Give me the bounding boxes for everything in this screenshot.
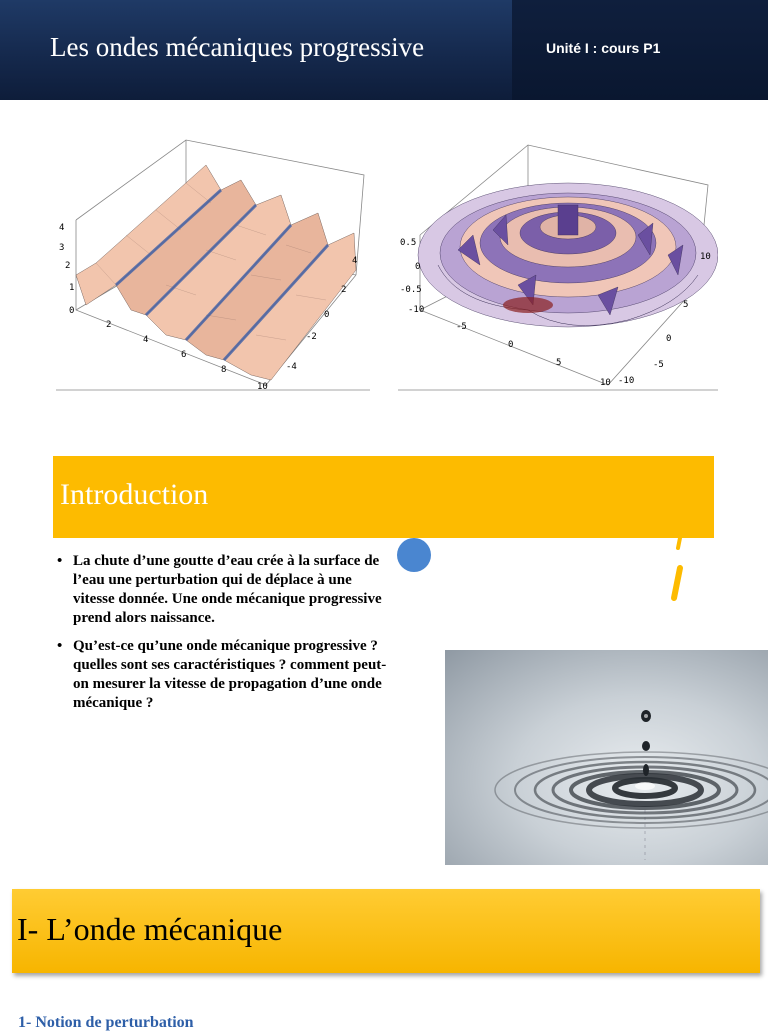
yellow-dash-icon [662, 538, 692, 608]
y-tick-label: 0 [666, 334, 672, 344]
blue-dot-icon [397, 538, 431, 572]
section-title: I- L’onde mécanique [17, 911, 283, 947]
water-drop-photo [445, 650, 768, 865]
x-tick-label: 0 [508, 340, 514, 350]
y-tick-label: 10 [700, 252, 711, 262]
y-tick-label: 2 [341, 285, 347, 295]
introduction-bullets [55, 552, 395, 722]
y-tick-label: -5 [653, 360, 664, 370]
unit-label: Unité I : cours P1 [546, 40, 661, 56]
subsection-title: 1- Notion de perturbation [18, 1014, 194, 1031]
list-item: • La chute d’une goutte d’eau crée à la surface de l’eau une perturbation qui de déplace à une vitesse donnée. Une onde mécanique progressive prend alors naissance. [57, 553, 382, 626]
z-tick-label: 4 [59, 223, 65, 233]
z-tick-label: 0 [69, 306, 75, 316]
y-tick-label: 4 [352, 256, 358, 266]
water-ripple-image [445, 650, 768, 865]
x-tick-label: -10 [408, 305, 425, 315]
plane-wave-surface [56, 135, 370, 393]
page-title: Les ondes mécaniques progressive [50, 32, 425, 62]
plane-wave-plot [56, 135, 370, 393]
x-tick-label: 5 [556, 358, 562, 368]
x-tick-label: 10 [600, 378, 611, 388]
circular-wave-surface [398, 135, 718, 393]
z-tick-label: 3 [59, 243, 65, 253]
circular-wave-plot [398, 135, 718, 393]
z-tick-label: 2 [65, 261, 71, 271]
introduction-title: Introduction [60, 478, 209, 511]
y-tick-label: -4 [286, 362, 297, 372]
y-tick-label: -10 [618, 376, 635, 386]
z-tick-label: 1 [69, 283, 75, 293]
x-tick-label: -5 [456, 322, 467, 332]
y-tick-label: 5 [683, 300, 689, 310]
y-tick-label: 0 [324, 310, 330, 320]
x-tick-label: 10 [257, 382, 268, 392]
y-tick-label: -2 [306, 332, 317, 342]
list-item: • Qu’est-ce qu’une onde mécanique progressive ? quelles sont ses caractéristiques ? comment peut-on mesurer la vitesse de propagation d’une onde mécanique ? [57, 638, 387, 711]
z-tick-label: 0 [415, 262, 421, 272]
z-tick-label: -0.5 [400, 285, 422, 295]
x-tick-label: 8 [221, 365, 227, 375]
x-tick-label: 2 [106, 320, 112, 330]
z-tick-label: 0.5 [400, 238, 417, 248]
x-tick-label: 6 [181, 350, 187, 360]
x-tick-label: 4 [143, 335, 149, 345]
